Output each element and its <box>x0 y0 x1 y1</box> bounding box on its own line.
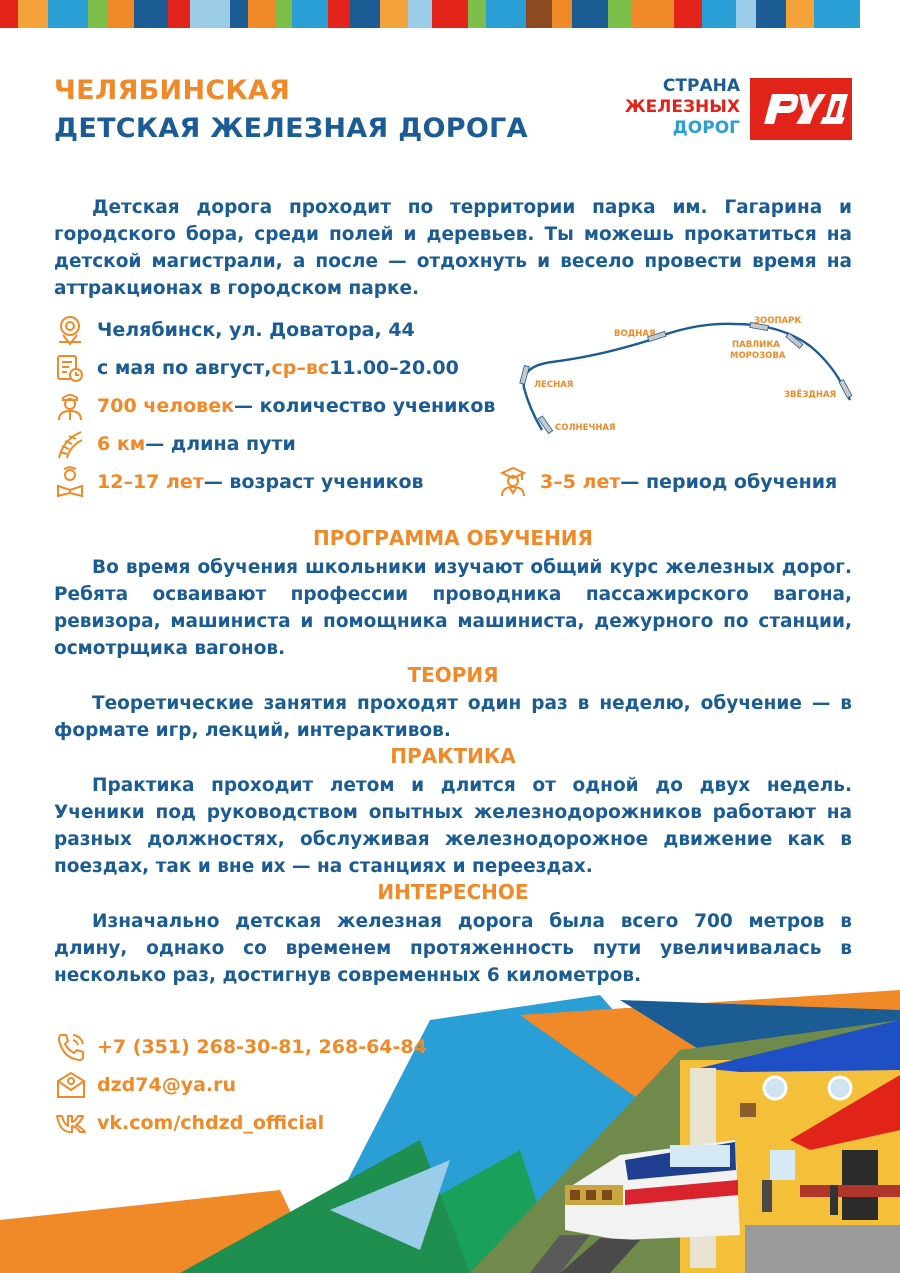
practice-paragraph: Практика проходит летом и длится от одной до двух недель. Ученики под руководством опытных железнодорожников работают на разных должностях, обслуживая железнодорожное движение как в поездах, так и вне их — на станциях и переездах. <box>54 775 852 877</box>
page-title <box>54 72 528 148</box>
period-value: 3–5 лет <box>540 471 621 493</box>
rzd-logo-mark <box>750 78 852 140</box>
top-color-stripe <box>0 0 900 28</box>
brand-line-2: ЖЕЛЕЗНЫХ <box>624 97 740 117</box>
station-label-zoopark: ЗООПАРК <box>754 316 802 326</box>
vk-text[interactable]: vk.com/chdzd_official <box>97 1112 325 1134</box>
route-line <box>524 324 850 430</box>
station-label-solnechnaya: СОЛНЕЧНАЯ <box>555 423 616 433</box>
route-map <box>510 310 860 450</box>
rzd-logo <box>750 78 852 140</box>
email-text[interactable]: dzd74@ya.ru <box>97 1074 237 1096</box>
fact-age <box>54 465 424 499</box>
student-reading-icon <box>54 466 86 498</box>
schedule-days: ср–вс <box>271 357 330 379</box>
length-value: 6 км <box>97 433 146 455</box>
location-pin-icon <box>54 314 86 346</box>
period-label: — период обучения <box>620 471 838 493</box>
brand-block <box>604 76 852 142</box>
program-paragraph: Во время обучения школьники изучают общий курс железных дорог. Ребята осваивают профессии проводника пассажирского вагона, ревизора, машиниста и помощника машиниста, дежурного по станции, осмотрщика вагонов. <box>54 557 852 659</box>
interesting-heading: ИНТЕРЕСНОЕ <box>377 880 529 904</box>
fact-length <box>54 427 296 461</box>
schedule-months: с мая по август, <box>97 357 272 379</box>
conductor-icon <box>54 390 86 422</box>
brand-line-3: ДОРОГ <box>672 118 740 138</box>
railway-track-icon <box>54 428 86 460</box>
station-label-pavlika: ПАВЛИКА <box>732 340 780 350</box>
title-line-city: ЧЕЛЯБИНСКАЯ <box>54 75 291 106</box>
title-line-name: ДЕТСКАЯ ЖЕЛЕЗНАЯ ДОРОГА <box>54 113 528 144</box>
fact-period <box>497 465 837 499</box>
station-label-zvezdnaya: ЗВЁЗДНАЯ <box>784 390 837 400</box>
interesting-paragraph: Изначально детская железная дорога была всего 700 метров в длину, однако со временем протяженность пути увеличивалась в несколько раз, достигнув современных 6 километров. <box>54 911 852 986</box>
brand-slogan <box>604 76 740 139</box>
graduate-icon <box>497 466 529 498</box>
theory-heading: ТЕОРИЯ <box>407 663 499 687</box>
phone-text[interactable]: +7 (351) 268-30-81, 268-64-84 <box>97 1036 427 1058</box>
length-label: — длина пути <box>145 433 296 455</box>
station-marker-solnechnaya <box>538 416 552 434</box>
station-marker-zvezdnaya <box>839 380 852 398</box>
practice-heading: ПРАКТИКА <box>390 744 516 768</box>
contact-vk[interactable] <box>54 1106 324 1140</box>
intro-paragraph: Детская дорога проходит по территории парка им. Гагарина и городского бора, среди полей и деревьев. Ты можешь прокатиться на детской магистрали, а после — отдохнуть и весело провести время на аттракционах в городском парке. <box>54 197 852 299</box>
vk-icon <box>54 1107 88 1139</box>
station-marker-lesnaya <box>520 366 529 385</box>
station-label-morozova: МОРОЗОВА <box>730 351 786 361</box>
calendar-clock-icon <box>54 352 86 384</box>
email-icon <box>54 1069 88 1101</box>
station-label-lesnaya: ЛЕСНАЯ <box>534 380 574 390</box>
age-label: — возраст учеников <box>203 471 424 493</box>
age-value: 12–17 лет <box>97 471 204 493</box>
program-heading: ПРОГРАММА ОБУЧЕНИЯ <box>313 526 593 550</box>
students-count: 700 человек <box>97 395 234 417</box>
fact-schedule <box>54 351 459 385</box>
brand-line-1: СТРАНА <box>662 76 740 96</box>
fact-students <box>54 389 495 423</box>
fact-address <box>54 313 415 347</box>
address-text: Челябинск, ул. Доватора, 44 <box>97 319 415 341</box>
theory-paragraph: Теоретические занятия проходят один раз в неделю, обучение — в формате игр, лекций, интерактивов. <box>54 693 852 741</box>
contact-phone[interactable] <box>54 1030 427 1064</box>
station-label-vodnaya: ВОДНАЯ <box>614 329 656 339</box>
phone-icon <box>54 1031 88 1063</box>
contact-email[interactable] <box>54 1068 236 1102</box>
schedule-hours: 11.00–20.00 <box>329 357 459 379</box>
students-label: — количество учеников <box>233 395 496 417</box>
